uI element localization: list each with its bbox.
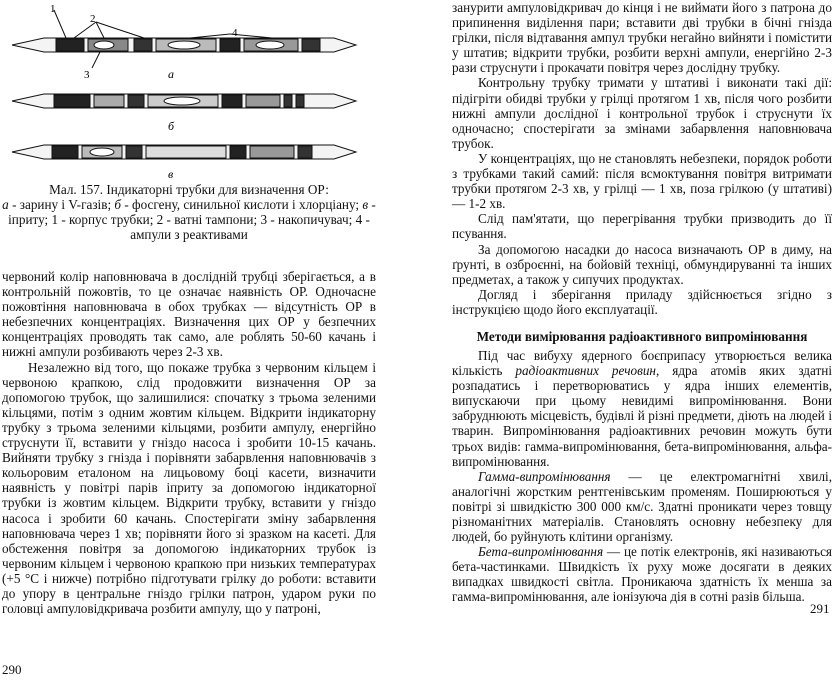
right-column-text xyxy=(452,0,832,605)
beta-term: Бета-випромінювання xyxy=(478,544,604,560)
label-b: б xyxy=(168,119,175,133)
caption-letter-c: в xyxy=(362,197,369,212)
callout-2: 2 xyxy=(90,13,96,25)
left-column-text xyxy=(2,269,376,616)
radiation-text-pre: Під час вибуху ядерного боєприпасу утворюється велика кількість xyxy=(452,347,832,379)
left-paragraph-1: червоний колір наповнювача в дослідній трубці зберігається, а в контрольній пожовтів, то це означає наявність ОР. Одночасне пожовтіння наповнювача в обох трубках — відсутність ОР в небезпечних концентраціях. Визначення цих ОР у безпечних концентраціях проводять так само, але роблять 50-60 качань і нижні ампули розбивають через 2-3 хв. xyxy=(2,269,376,360)
figure-caption xyxy=(2,182,376,242)
section-heading: Методи вимірювання радіоактивного випромінювання xyxy=(476,328,808,344)
beta-paragraph xyxy=(452,544,832,604)
caption-title: Мал. 157. Індикаторні трубки для визначення ОР: xyxy=(49,182,329,197)
radiation-term: радіоактивних речовин xyxy=(515,363,656,379)
tube-c xyxy=(12,145,356,159)
right-paragraph-4: Слід пам'ятати, що перегрівання трубки призводить до її псування. xyxy=(452,211,832,242)
tubes-illustration xyxy=(4,2,374,182)
tube-b xyxy=(12,94,356,108)
right-paragraph-5: За допомогою насадки до насоса визначають ОР в диму, на ґрунті, в озброєнні, на бойовій техніці, обмундируванні та інших предметах, а також у сипучих продуктах. xyxy=(452,241,832,287)
beta-text: — це потік електронів, які називаються бета-частинками. Швидкість їх руху може досягати в деяких випадках швидкості світла. Проникаюча здатність їх менша за гамма-випромінювання, але іонізуюча дія в сотні разів більша. xyxy=(452,544,832,605)
page-number-right: 291 xyxy=(810,601,830,616)
callout-1: 1 xyxy=(50,3,56,15)
callout-4: 4 xyxy=(232,27,238,39)
caption-text-b: - фосгену, синильної кислоти і хлорціану; xyxy=(121,197,363,212)
gamma-text: — це електромагнітні хвилі, аналогічні жорстким рентгенівським променям. Поширюються у повітрі зі швидкістю 300 000 км/с. Здатні проникати через товщу різноманітних матеріалів. Становлять основну небезпеку для людей, бо руйнують клітини організму. xyxy=(452,468,832,545)
right-paragraph-3: У концентраціях, що не становлять небезпеки, порядок роботи з трубками такий самий: після всмоктування повітря витримати трубки протягом 2-3 хв, у грілці — 1 хв, поза грілкою (у штативі) — 1-2 хв. xyxy=(452,150,832,212)
caption-body xyxy=(2,197,376,242)
right-paragraph-2: Контрольну трубку тримати у штативі і виконати такі дії: підігріти обидві трубки у грілці протягом 1 хв, після чого розбити нижні ампули дослідної і контрольної трубок і струснути їх одночасно; спостерігати за змінами забарвлення наповнювача трубок. xyxy=(452,75,832,151)
left-paragraph-2: Незалежно від того, що покаже трубка з червоним кільцем і червоною крапкою, слід продовжити визначення ОР за допомогою трубок, що залишилися: спочатку з трьома зеленими кільцями, потім з одним жовтим кільцем. Відкрити індикаторну трубку з трьома зеленими кільцями, розбити ампулу, енергійно струснути її, вставити у гніздо насоса і зробити 10-15 качань. Вийняти трубку з гнізда і порівняти забарвлення наповнювачів з кольоровим еталоном на лицьовому боці касети, визначити наявність у повітрі парів іприту за допомогою індикаторної трубки із жовтим кільцем. Відкрити трубку, вставити у гніздо насоса і зробити 60 качань. Спостерігати зміну забарвлення наповнювача через 1 хв; порівняти його зі зразком на касеті. Для обстеження повітря за допомогою індикаторних трубок із червоним кільцем і червоною крапкою при низьких температурах (+5 °С і нижче) потрібно підготувати грілку до роботи: вставити до упору в центральне гніздо грілки патрон, ударом руки по головці ампуловідкривача розбити ампулу, що у патроні, xyxy=(2,359,376,617)
page-number-left: 290 xyxy=(2,662,22,677)
caption-letter-a: а xyxy=(2,197,9,212)
label-c: в xyxy=(168,167,174,181)
caption-text-c: - іприту; 1 - корпус трубки; 2 - ватні тампони; 3 - накопичувач; 4 - ампули з реактивами xyxy=(8,197,376,242)
right-paragraph-6: Догляд і зберігання приладу здійснюється згідно з інструкцією щодо його експлуатації. xyxy=(452,286,832,317)
right-paragraph-1: занурити ампуловідкривач до кінця і не виймати його з патрона до припинення виділення пари; вставити дві трубки в бічні гнізда грілки, після відтавання ампул трубки негайно вийняти і помістити у штатив; відкрити трубки, розбити верхні ампули, енергійно 2-3 рази струснути і прокачати повітря через дослідну трубку. xyxy=(452,0,832,76)
gamma-term: Гамма-випромінювання xyxy=(478,468,611,484)
caption-text-a: - зарину і V-газів; xyxy=(8,197,115,212)
radiation-paragraph xyxy=(452,348,832,469)
label-a: а xyxy=(168,67,174,81)
tube-a xyxy=(12,10,356,68)
caption-letter-b: б xyxy=(114,197,122,212)
radiation-text-post: , ядра атомів яких здатні розпадатись і перетворюватись у ядра інших елементів, випускаючи при цьому невидимі випромінювання. Вони забруднюють місцевість, будівлі й різні предмети, діють на людей і тварин. Випромінювання радіоактивних речовин можуть бути трьох видів: гамма-випромінювання, бета-випромінювання, альфа-випромінювання. xyxy=(452,363,833,469)
gamma-paragraph xyxy=(452,469,832,544)
figure-indicator-tubes xyxy=(4,2,374,182)
callout-3: 3 xyxy=(84,69,90,81)
